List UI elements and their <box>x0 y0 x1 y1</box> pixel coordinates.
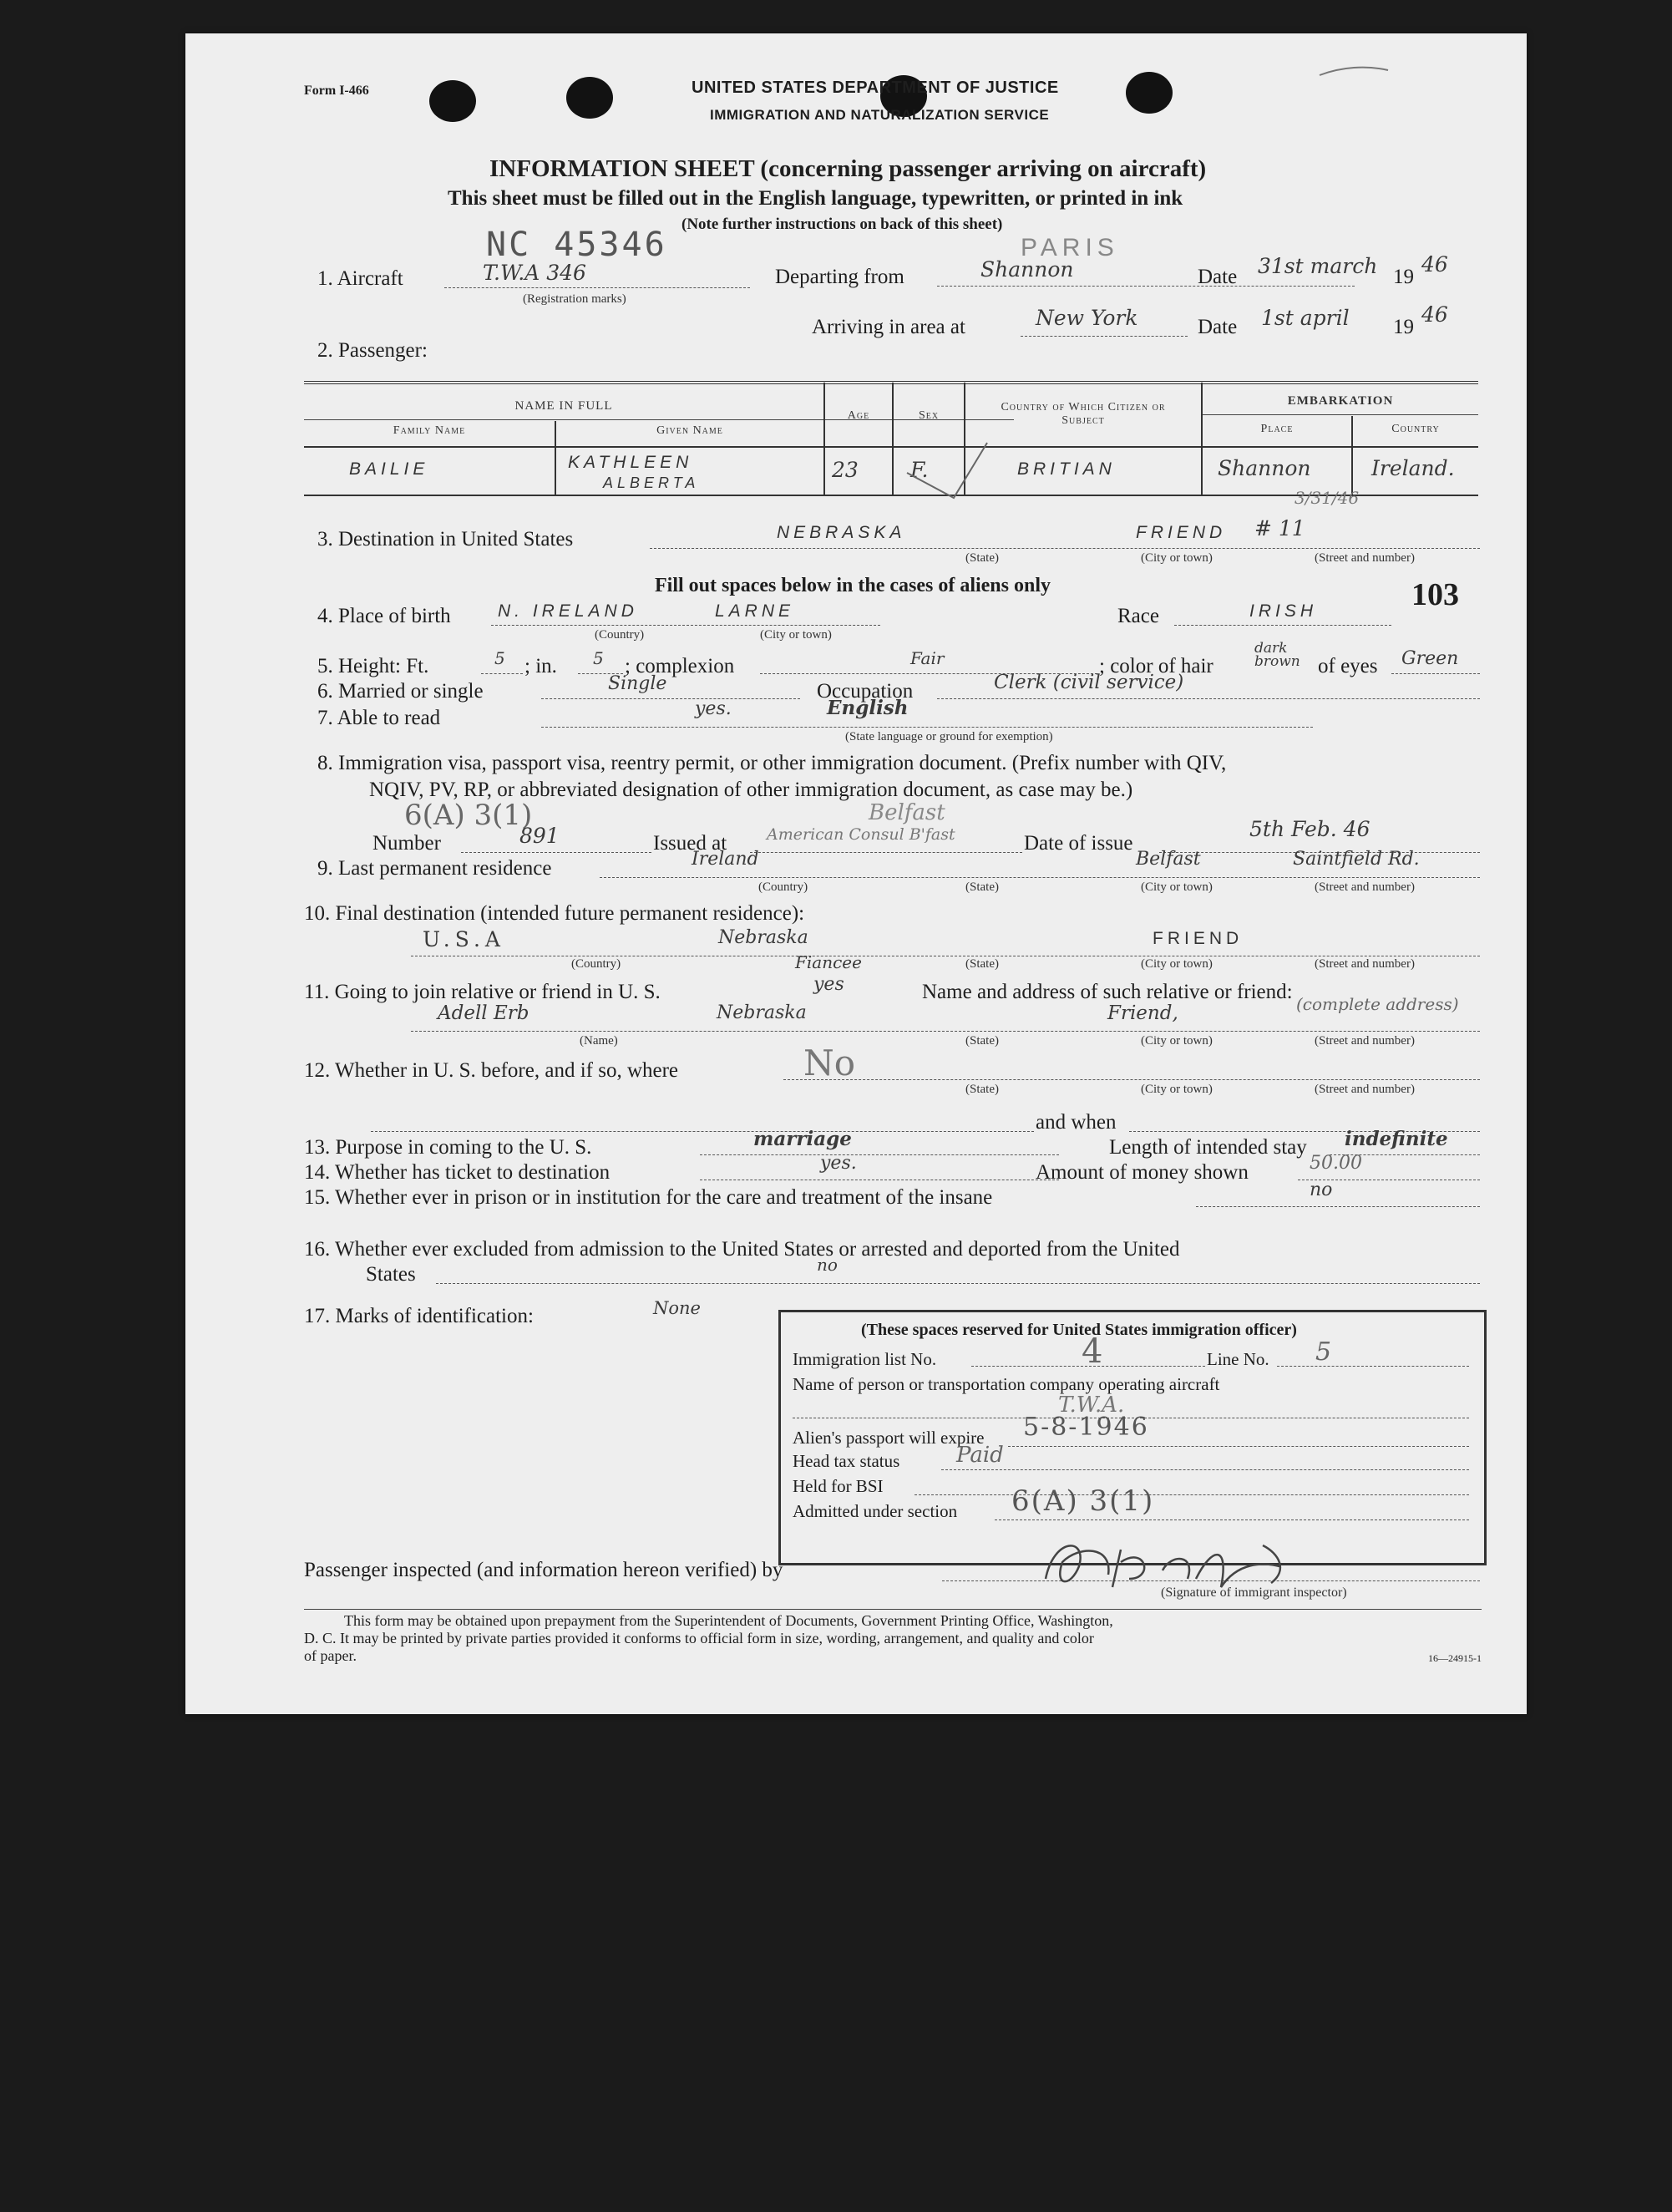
stray-mark <box>1316 62 1391 82</box>
prison-label: 15. Whether ever in prison or in institution for the care and treatment of the insane <box>304 1186 993 1209</box>
year-prefix-1: 19 <box>1393 266 1414 288</box>
issued-at-value: American Consul B'fast <box>767 825 955 844</box>
cap-street-11: (Street and number) <box>1315 1034 1415 1048</box>
read-caption: (State language or ground for exemption) <box>845 730 1053 743</box>
complexion-value: Fair <box>910 648 945 668</box>
issue-date-label: Date of issue <box>1024 832 1133 855</box>
join-name: Adell Erb <box>438 1002 529 1024</box>
passenger-label: 2. Passenger: <box>317 339 428 362</box>
birth-label: 4. Place of birth <box>317 605 451 627</box>
departing-overwrite: PARIS <box>1021 234 1119 261</box>
inches-label: ; in. <box>524 655 557 677</box>
table-top-rule <box>304 381 1478 384</box>
officer-box <box>778 1310 1487 1565</box>
height-feet: 5 <box>494 648 505 668</box>
year-prefix-2: 19 <box>1393 316 1414 338</box>
th-age: Age <box>847 409 870 422</box>
hair-value: dark brown <box>1254 640 1300 670</box>
residence-street: Saintfield Rd. <box>1293 849 1420 870</box>
row-embark-place: Shannon <box>1218 456 1311 480</box>
cap-city-12: (City or town) <box>1141 1083 1213 1096</box>
height-inches: 5 <box>593 648 604 668</box>
cap-street-10: (Street and number) <box>1315 957 1415 971</box>
residence-city: Belfast <box>1136 849 1201 870</box>
visa-prefix-handwritten: 6(A) 3(1) <box>404 799 533 832</box>
race-value: IRISH <box>1249 601 1318 621</box>
cap-state-10: (State) <box>965 957 999 971</box>
occupation-value: Clerk (civil service) <box>994 672 1184 693</box>
admitted-section-line <box>995 1519 1469 1520</box>
arriving-label: Arriving in area at <box>812 316 965 338</box>
footer-rule <box>304 1609 1482 1610</box>
departing-value: Shannon <box>980 257 1074 282</box>
row-age: 23 <box>832 458 859 482</box>
marks-label: 17. Marks of identification: <box>304 1305 534 1327</box>
visa-number-value: 891 <box>519 824 560 848</box>
service-name: IMMIGRATION AND NATURALIZATION SERVICE <box>710 107 1050 123</box>
passport-expire-label: Alien's passport will expire <box>793 1428 985 1448</box>
departing-label: Departing from <box>775 266 904 288</box>
cap-city-11: (City or town) <box>1141 1034 1213 1048</box>
registration-caption: (Registration marks) <box>523 292 626 306</box>
cap-state-11: (State) <box>965 1034 999 1048</box>
birth-city: LARNE <box>715 601 795 621</box>
cap-country-10: (Country) <box>571 957 621 971</box>
complexion-label: ; complexion <box>625 655 735 677</box>
before-line <box>783 1079 1480 1080</box>
join-street: (complete address) <box>1296 994 1459 1014</box>
officer-box-heading: (These spaces reserved for United States immigration officer) <box>861 1321 1297 1339</box>
date-label-1: Date <box>1198 266 1238 288</box>
purpose-value: marriage <box>753 1128 852 1150</box>
visa-line-1: 8. Immigration visa, passport visa, reentry permit, or other immigration document. (Prefix number with QIV, <box>317 752 1227 774</box>
final-state: Nebraska <box>718 927 808 948</box>
row-date-note: 3/31/46 <box>1295 488 1360 508</box>
company-value: T.W.A. <box>1058 1393 1125 1418</box>
stamp-number: NC 45346 <box>486 226 667 264</box>
occupation-line <box>937 698 1480 699</box>
prison-line <box>1196 1206 1480 1207</box>
departing-line <box>937 286 1355 287</box>
visa-number-line <box>461 852 651 853</box>
join-value: yes <box>813 974 844 995</box>
cap-street-12: (Street and number) <box>1315 1083 1415 1096</box>
row-embark-country: Ireland. <box>1371 456 1455 480</box>
year-1: 46 <box>1421 252 1448 276</box>
punch-hole-1 <box>429 80 476 122</box>
race-line <box>1174 625 1391 626</box>
footer-line-3: of paper. <box>304 1647 357 1664</box>
before-value: No <box>803 1043 856 1083</box>
bsi-label: Held for BSI <box>793 1476 884 1496</box>
date-value-1: 31st march <box>1258 254 1378 278</box>
join-line <box>411 1031 1480 1032</box>
money-value: 50.00 <box>1310 1153 1362 1174</box>
table-col-2 <box>823 383 825 495</box>
excluded-line-1: 16. Whether ever excluded from admission to the United States or arrested and deported from the United <box>304 1238 1180 1261</box>
name-address-label: Name and address of such relative or friend: <box>922 981 1293 1003</box>
cap-city-10: (City or town) <box>1141 957 1213 971</box>
admitted-section-label: Admitted under section <box>793 1501 958 1521</box>
ticket-value: yes. <box>820 1153 857 1174</box>
cap-birth-city: (City or town) <box>760 628 832 642</box>
footer-line-1: This form may be obtained upon prepayment from the Superintendent of Documents, Government Printing Office, Washington, <box>344 1612 1113 1629</box>
join-city: Friend, <box>1107 1002 1178 1024</box>
purpose-label: 13. Purpose in coming to the U. S. <box>304 1136 592 1159</box>
residence-country: Ireland <box>692 849 759 870</box>
birth-country: N. IRELAND <box>498 601 638 621</box>
occupation-label: Occupation <box>817 680 914 703</box>
final-city: FRIEND <box>1153 929 1244 948</box>
destination-city: FRIEND <box>1136 523 1227 542</box>
excluded-line-2: States <box>366 1263 416 1286</box>
passport-expire-value: 5-8-1946 <box>1023 1413 1149 1442</box>
page-number: 103 <box>1411 577 1459 612</box>
destination-street: # 11 <box>1254 516 1305 540</box>
th-country-citizen: Country of Which Citizen or Subject <box>1001 401 1166 427</box>
passport-expire-line <box>1008 1446 1469 1447</box>
read-line <box>541 727 1313 728</box>
stay-label: Length of intended stay <box>1109 1136 1307 1159</box>
destination-label: 3. Destination in United States <box>317 528 574 550</box>
read-label: 7. Able to read <box>317 707 441 729</box>
eyes-value: Green <box>1401 648 1459 669</box>
cap-city-9: (City or town) <box>1141 880 1213 894</box>
final-destination-label: 10. Final destination (intended future permanent residence): <box>304 902 805 925</box>
before-label: 12. Whether in U. S. before, and if so, where <box>304 1059 679 1082</box>
cap-street-3: (Street and number) <box>1315 551 1415 565</box>
issued-at-label: Issued at <box>653 832 727 855</box>
visa-line-2: NQIV, PV, RP, or abbreviated designation of other immigration document, as case may be.) <box>369 779 1133 801</box>
table-check-mark <box>904 439 996 506</box>
prison-value: no <box>1310 1180 1333 1200</box>
excluded-value: no <box>817 1255 838 1275</box>
cap-name-11: (Name) <box>580 1034 618 1048</box>
aliens-heading: Fill out spaces below in the cases of aliens only <box>655 575 1051 596</box>
race-label: Race <box>1117 605 1159 627</box>
join-label: 11. Going to join relative or friend in U. S. <box>304 981 661 1003</box>
punch-hole-4 <box>1126 72 1173 114</box>
married-value: Single <box>608 673 667 694</box>
final-country: U.S.A <box>423 927 505 951</box>
list-no-label: Immigration list No. <box>793 1349 937 1369</box>
row-given-name-2: ALBERTA <box>603 474 700 491</box>
row-sex: F. <box>910 458 929 482</box>
before-line-2 <box>371 1131 1034 1132</box>
punch-hole-2 <box>566 77 613 119</box>
birth-line <box>491 625 880 626</box>
height-label: 5. Height: Ft. <box>317 655 429 677</box>
hair-label: ; color of hair <box>1099 655 1213 677</box>
aircraft-value: T.W.A 346 <box>483 261 586 285</box>
form-sheet <box>185 33 1527 1714</box>
read-value: yes. <box>695 698 732 719</box>
excluded-line <box>436 1283 1480 1284</box>
issued-at-overwrite: Belfast <box>869 800 945 825</box>
form-title: INFORMATION SHEET (concerning passenger arriving on aircraft) <box>489 155 1207 182</box>
feet-line <box>481 673 523 674</box>
eyes-line <box>1391 673 1480 674</box>
residence-label: 9. Last permanent residence <box>317 857 552 880</box>
head-tax-value: Paid <box>956 1443 1004 1468</box>
join-state: Nebraska <box>717 1002 807 1023</box>
arriving-value: New York <box>1036 306 1138 330</box>
table-header-bottom <box>304 446 1478 448</box>
line-no-label: Line No. <box>1207 1349 1269 1369</box>
th-name-in-full: NAME IN FULL <box>514 399 613 413</box>
stay-value: indefinite <box>1345 1128 1448 1150</box>
head-tax-label: Head tax status <box>793 1451 900 1471</box>
row-family-name: BAILIE <box>349 459 429 479</box>
th-given-name: Given Name <box>656 424 723 437</box>
destination-state: NEBRASKA <box>777 523 906 542</box>
aircraft-label: 1. Aircraft <box>317 267 403 290</box>
cap-city-3: (City or town) <box>1141 551 1213 565</box>
join-note: Fiancee <box>795 952 862 972</box>
married-label: 6. Married or single <box>317 680 484 703</box>
form-subtitle: This sheet must be filled out in the English language, typewritten, or printed in ink <box>448 187 1183 210</box>
purpose-line <box>700 1154 1059 1155</box>
table-col-3 <box>892 383 894 495</box>
th-place: Place <box>1260 423 1294 435</box>
list-no-value: 4 <box>1082 1332 1103 1371</box>
date-label-2: Date <box>1198 316 1238 338</box>
row-citizen: BRITIAN <box>1017 459 1116 479</box>
form-note: (Note further instructions on back of this sheet) <box>681 216 1003 233</box>
and-when-label: and when <box>1036 1111 1117 1134</box>
eyes-label: of eyes <box>1318 655 1378 677</box>
ticket-label: 14. Whether has ticket to destination <box>304 1161 611 1184</box>
admitted-section-value: 6(A) 3(1) <box>1011 1484 1155 1518</box>
footer-code: 16—24915-1 <box>1428 1652 1482 1664</box>
aircraft-line <box>444 287 750 288</box>
row-given-name: KATHLEEN <box>568 453 693 472</box>
visa-number-label: Number <box>372 832 441 855</box>
issued-at-line <box>750 852 1022 853</box>
married-line <box>541 698 800 699</box>
cap-state-9: (State) <box>965 880 999 894</box>
cap-birth-country: (Country) <box>595 628 645 642</box>
head-tax-line <box>941 1469 1469 1470</box>
form-number: Form I-466 <box>304 84 369 98</box>
date-value-2: 1st april <box>1261 306 1350 330</box>
inspected-label: Passenger inspected (and information hereon verified) by <box>304 1559 783 1581</box>
department-name: UNITED STATES DEPARTMENT OF JUSTICE <box>692 79 1059 97</box>
cap-state-12: (State) <box>965 1083 999 1096</box>
line-no-value: 5 <box>1315 1337 1332 1367</box>
line-no-line <box>1277 1366 1469 1367</box>
footer-line-2: D. C. It may be printed by private parties provided it conforms to official form in size, wording, arrangement, and quality and color <box>304 1630 1094 1646</box>
signature-caption: (Signature of immigrant inspector) <box>1161 1585 1347 1600</box>
th-sex: Sex <box>918 409 940 422</box>
read-language: English <box>827 697 909 719</box>
money-label: Amount of money shown <box>1036 1161 1249 1184</box>
arriving-line <box>1021 336 1188 337</box>
marks-value: None <box>653 1298 701 1318</box>
company-label: Name of person or transportation company operating aircraft <box>793 1374 1220 1394</box>
cap-street-9: (Street and number) <box>1315 880 1415 894</box>
residence-line <box>600 877 1480 878</box>
cap-state-3: (State) <box>965 551 999 565</box>
year-2: 46 <box>1421 302 1448 327</box>
th-family-name: Family Name <box>393 424 466 437</box>
bsi-line <box>915 1494 1469 1495</box>
table-embark-rule <box>1203 414 1478 415</box>
th-country: Country <box>1391 423 1440 435</box>
issue-date-value: 5th Feb. 46 <box>1249 817 1371 841</box>
th-embarkation: EMBARKATION <box>1287 394 1394 408</box>
cap-country-9: (Country) <box>758 880 808 894</box>
destination-line <box>650 548 1480 549</box>
